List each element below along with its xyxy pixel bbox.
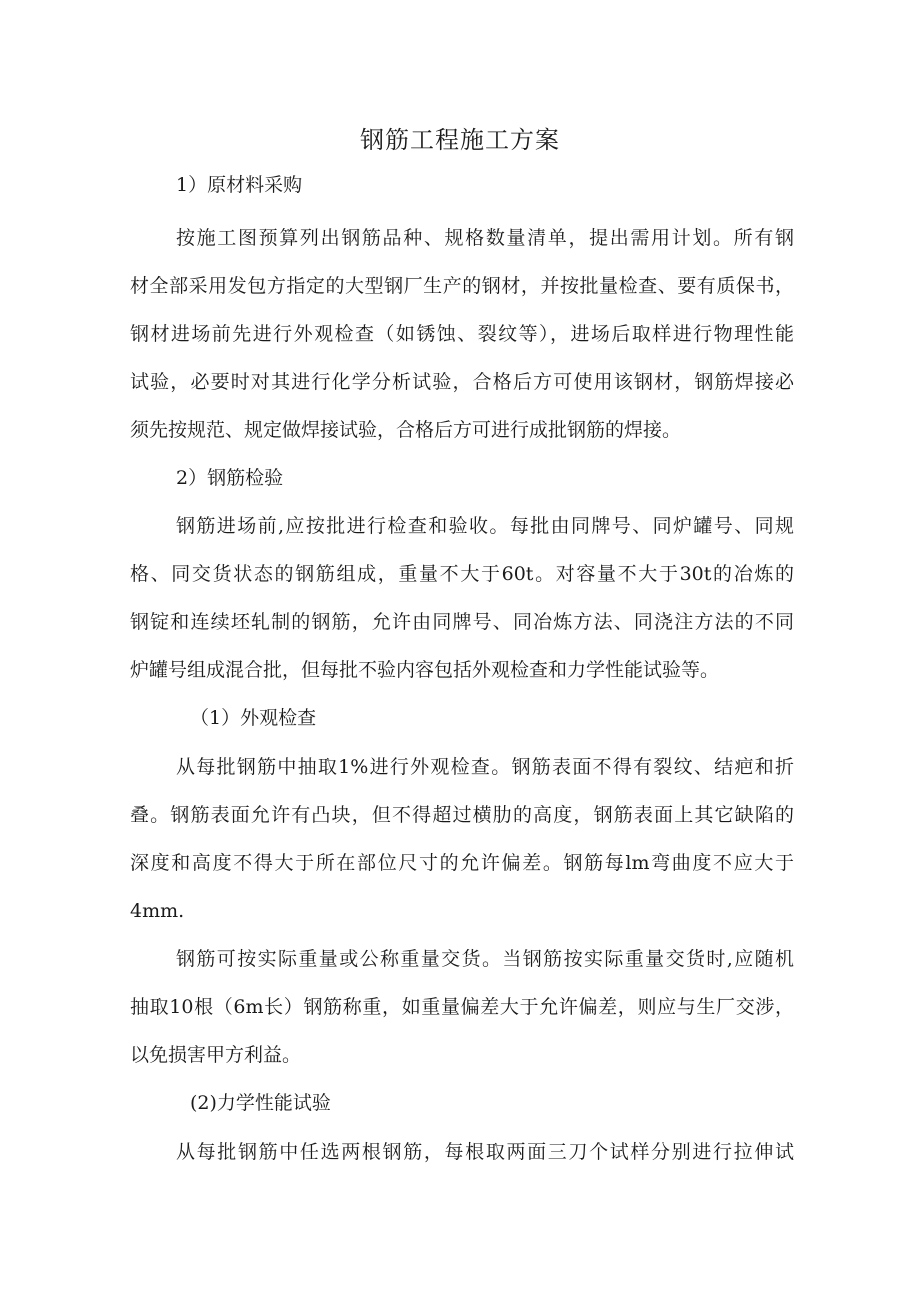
- paragraph-line: 4mm.: [130, 900, 185, 922]
- paragraph-line: 试验，必要时对其进行化学分析试验，合格后方可使用该钢材，钢筋焊接必: [130, 371, 794, 393]
- paragraph-line: 钢筋进场前,应按批进行检查和验收。每批由同牌号、同炉罐号、同规: [176, 515, 794, 537]
- paragraph-line: 抽取10根（6m长）钢筋称重，如重量偏差大于允许偏差，则应与生厂交涉，: [130, 996, 794, 1018]
- paragraph-line: 材全部采用发包方指定的大型钢厂生产的钢材，并按批量检查、要有质保书，: [130, 275, 794, 297]
- heading-rebar-inspection: 2）钢筋检验: [176, 467, 284, 489]
- paragraph-line: 从每批钢筋中任选两根钢筋，每根取两面三刀个试样分别进行拉伸试: [176, 1141, 794, 1163]
- paragraph-line: 须先按规范、规定做焊接试验，合格后方可进行成批钢筋的焊接。: [130, 419, 682, 441]
- paragraph-line: 以免损害甲方利益。: [130, 1044, 302, 1066]
- paragraph-line: 从每批钢筋中抽取1%进行外观检查。钢筋表面不得有裂纹、结疤和折: [176, 756, 794, 778]
- paragraph-line: 叠。钢筋表面允许有凸块，但不得超过横肋的高度，钢筋表面上其它缺陷的: [130, 804, 794, 826]
- heading-raw-material-purchase: 1）原材料采购: [176, 174, 303, 196]
- heading-mechanical-test: (2)力学性能试验: [190, 1092, 331, 1114]
- paragraph-line: 钢锭和连续坯轧制的钢筋，允许由同牌号、同冶炼方法、同浇注方法的不同: [130, 611, 794, 633]
- paragraph-line: 炉罐号组成混合批，但每批不验内容包括外观检查和力学性能试验等。: [130, 659, 720, 681]
- document-title: 钢筋工程施工方案: [360, 126, 560, 154]
- paragraph-line: 钢筋可按实际重量或公称重量交货。当钢筋按实际重量交货时,应随机: [176, 948, 794, 970]
- heading-visual-inspection: （1）外观检查: [190, 707, 317, 729]
- paragraph-line: 按施工图预算列出钢筋品种、规格数量清单，提出需用计划。所有钢: [176, 227, 794, 249]
- paragraph-line: 深度和高度不得大于所在部位尺寸的允许偏差。钢筋每lm弯曲度不应大于: [130, 852, 794, 874]
- paragraph-line: 钢材进场前先进行外观检查（如锈蚀、裂纹等），进场后取样进行物理性能: [130, 323, 794, 345]
- paragraph-line: 格、同交货状态的钢筋组成，重量不大于60t。对容量不大于30t的冶炼的: [130, 563, 794, 585]
